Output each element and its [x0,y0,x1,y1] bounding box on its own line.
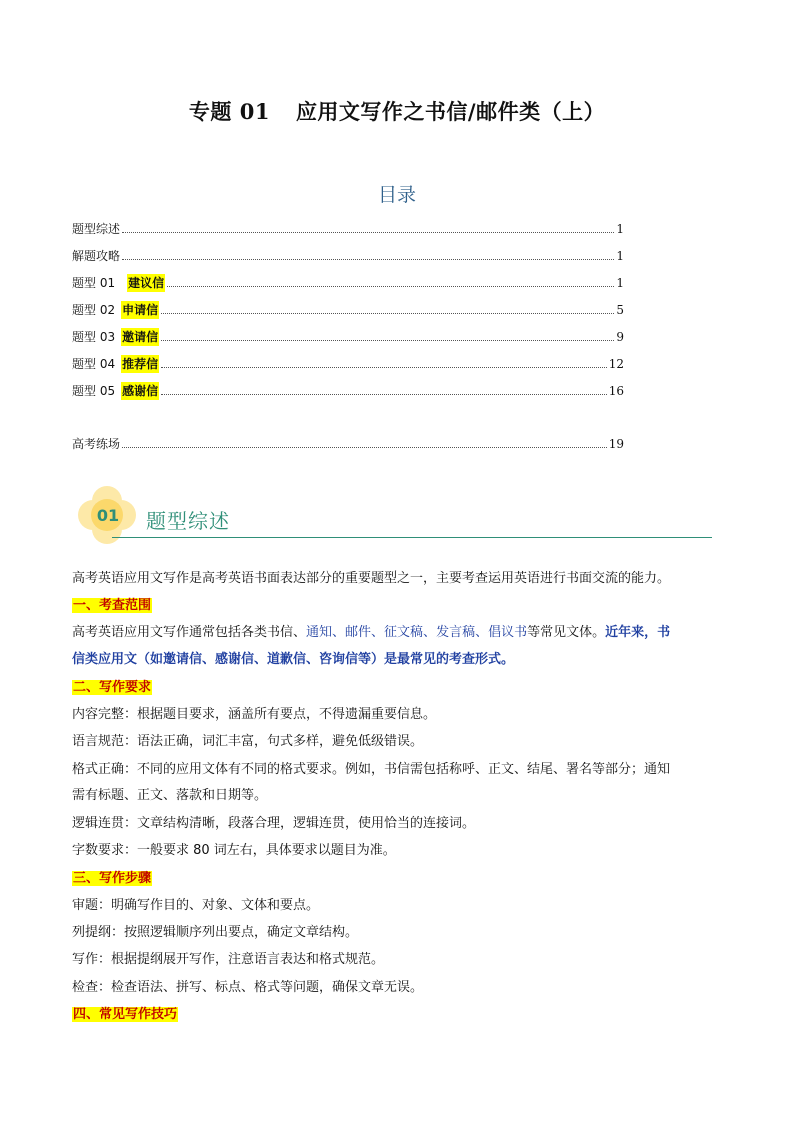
scope-term-essay: 征文稿、 [384,625,437,640]
title-number: 专题 01 [188,99,270,124]
toc-leader [161,394,607,395]
toc-item[interactable] [72,272,624,292]
toc-item-label: 题型 02 [72,303,116,317]
scope-text-tail: 等常见文体。 [527,625,606,640]
toc-item-page: 16 [608,384,624,398]
requirement-item-cont: 需有标题、正文、落款和日期等。 [72,788,268,803]
flower-badge-icon [80,488,134,542]
document-title [0,96,794,126]
heading-scope-text: 一、考查范围 [73,598,152,613]
toc-item-label: 题型 05 [72,384,116,398]
scope-emphasis: 近年来，书 [605,625,671,640]
scope-term-notice: 通知、 [306,625,346,640]
toc-item-label: 题型 03 [72,330,116,344]
toc-item-page: 1 [616,249,624,263]
scope-text: 高考英语应用文写作通常包括各类书信、 [72,625,307,640]
toc-leader [122,259,614,260]
toc-item-label: 题型综述 [72,222,121,236]
scope-paragraph-line1 [72,623,724,643]
toc-item[interactable] [72,299,624,319]
toc-item-highlight: 推荐信 [122,357,159,371]
scope-term-email: 邮件、 [345,625,385,640]
toc-item-page: 19 [608,437,624,451]
intro-paragraph: 高考英语应用文写作是高考英语书面表达部分的重要题型之一，主要考查运用英语进行书面交流的能力。 [72,571,671,586]
toc-item-label: 题型 01 [72,276,116,290]
heading-steps-text: 三、写作步骤 [73,871,152,886]
section-number: 01 [96,505,120,525]
toc-item-label: 解题攻略 [72,249,121,263]
toc-item[interactable] [72,326,624,346]
step-item: 列提纲：按照逻辑顺序列出要点，确定文章结构。 [72,925,359,940]
toc-item-page: 5 [616,303,624,317]
toc-item[interactable] [72,380,624,400]
section-divider [112,537,712,538]
heading-requirements-text: 二、写作要求 [73,680,152,695]
scope-term-speech: 发言稿、 [436,625,489,640]
scope-paragraph-line2: 信类应用文（如邀请信、感谢信、道歉信、咨询信等）是最常见的考查形式。 [72,652,515,667]
section-header [72,486,712,546]
toc-item-label: 题型 04 [72,357,116,371]
step-item: 检查：检查语法、拼写、标点、格式等问题，确保文章无误。 [72,980,424,995]
heading-requirements [72,678,724,698]
step-item: 审题：明确写作目的、对象、文体和要点。 [72,898,320,913]
heading-techniques [72,1005,724,1025]
toc-heading: 目录 [377,184,416,206]
heading-techniques-text: 四、常见写作技巧 [73,1007,178,1022]
toc-leader [161,367,607,368]
toc-item-page: 1 [616,276,624,290]
toc-item-highlight: 申请信 [122,303,159,317]
toc-leader [122,232,614,233]
toc-item-page: 9 [616,330,624,344]
heading-steps [72,869,724,889]
scope-term-proposal: 倡议书 [488,625,528,640]
toc-item-page: 1 [616,222,624,236]
toc-item[interactable] [72,433,624,453]
toc-leader [167,286,614,287]
toc-item[interactable] [72,353,624,373]
heading-scope [72,596,724,616]
requirement-item: 字数要求：一般要求 80 词左右，具体要求以题目为准。 [72,843,396,858]
section-title: 题型综述 [146,509,230,533]
badge-core [91,499,123,531]
title-text: 应用文写作之书信/邮件类（上） [295,99,606,124]
toc-item[interactable] [72,245,624,265]
toc-item-highlight: 建议信 [128,276,165,290]
toc-leader [161,313,614,314]
toc-leader [161,340,614,341]
requirement-item: 逻辑连贯：文章结构清晰，段落合理，逻辑连贯，使用恰当的连接词。 [72,816,476,831]
toc-item-highlight: 感谢信 [122,384,159,398]
step-item: 写作：根据提纲展开写作，注意语言表达和格式规范。 [72,952,385,967]
requirement-item: 格式正确：不同的应用文体有不同的格式要求。例如，书信需包括称呼、正文、结尾、署名等部分；通知 [72,762,671,777]
toc-item[interactable] [72,218,624,238]
toc-leader [122,447,607,448]
toc-item-label: 高考练场 [72,437,121,451]
toc-item-highlight: 邀请信 [122,330,159,344]
requirement-item: 内容完整：根据题目要求，涵盖所有要点，不得遗漏重要信息。 [72,707,437,722]
requirement-item: 语言规范：语法正确，词汇丰富，句式多样，避免低级错误。 [72,734,424,749]
toc-item-page: 12 [608,357,624,371]
